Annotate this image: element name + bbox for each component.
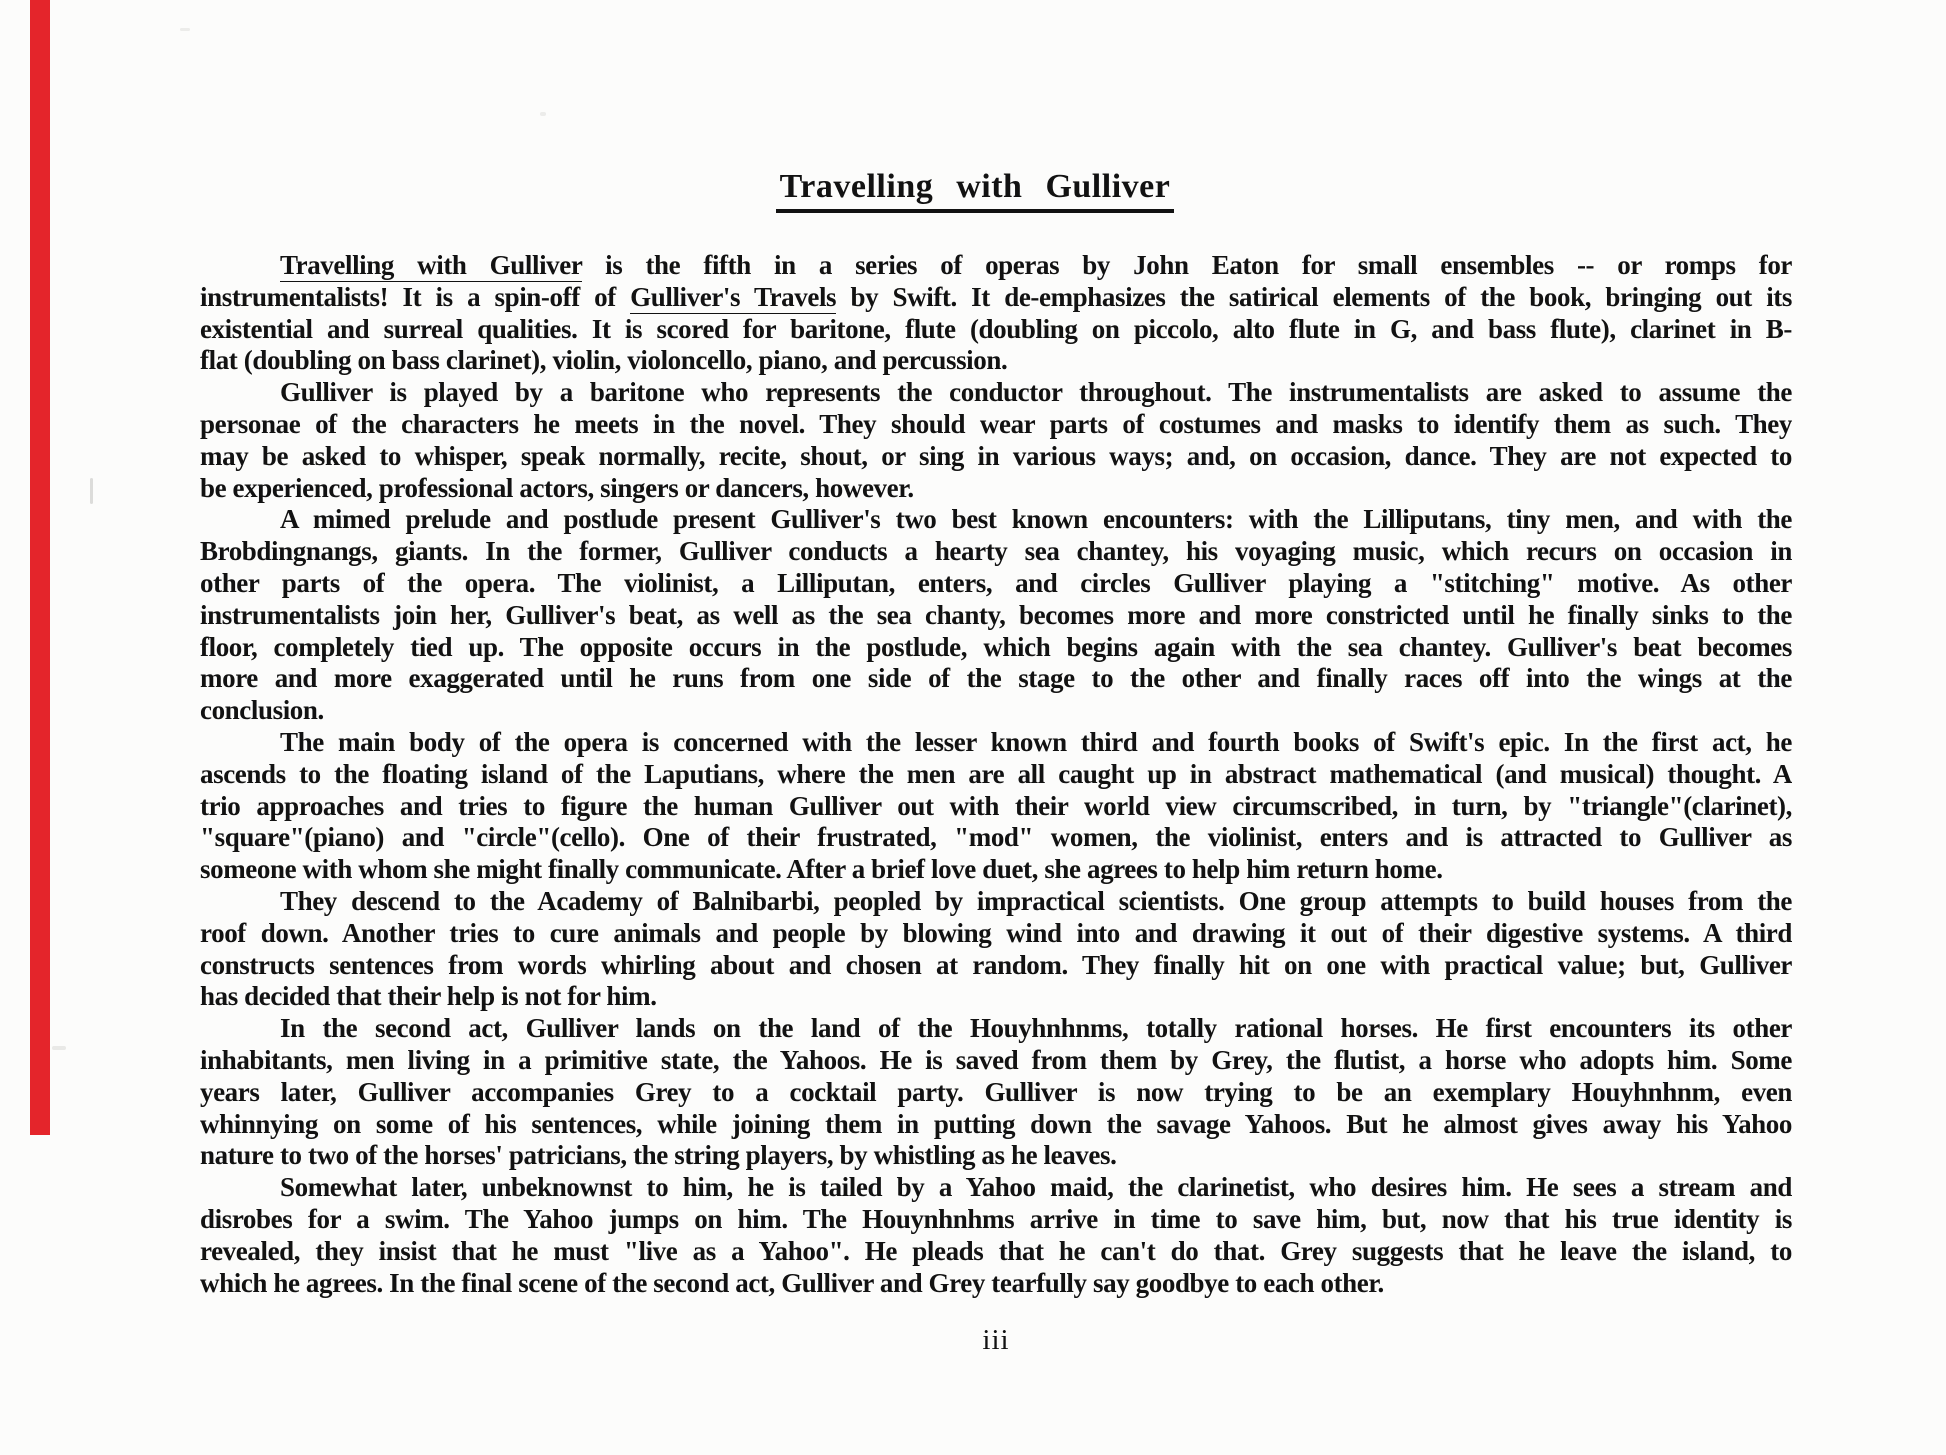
text-line: [200, 950, 1792, 982]
text-segment: whinnying on some of his sentences, while joining them in putting down the savage Yahoos. But he almost gives away his Yahoo: [200, 1108, 1792, 1139]
text-line: [200, 473, 1792, 505]
text-line: [200, 1204, 1792, 1236]
text-segment: more and more exaggerated until he runs from one side of the stage to the other and finally races off into the wings at the: [200, 663, 1792, 694]
text-segment: be experienced, professional actors, singers or dancers, however.: [200, 472, 914, 503]
text-line: [200, 377, 1792, 409]
text-segment: revealed, they insist that he must "live as a Yahoo". He pleads that he can't do that. Grey suggests that he leave the island, to: [200, 1235, 1792, 1266]
text-line: [200, 1013, 1792, 1045]
scan-smudge: [90, 478, 93, 504]
text-line: [200, 727, 1792, 759]
text-line: [200, 441, 1792, 473]
text-segment: Somewhat later, unbeknownst to him, he is tailed by a Yahoo maid, the clarinetist, who desires him. He sees a stream and: [280, 1172, 1792, 1203]
text-segment: instrumentalists! It is a spin-off of: [200, 281, 631, 312]
text-segment: Gulliver is played by a baritone who represents the conductor throughout. The instrumentalists are asked to assume the: [280, 377, 1792, 408]
text-segment: years later, Gulliver accompanies Grey to a cocktail party. Gulliver is now trying to be an exemplary Houyhnhnm, even: [200, 1076, 1792, 1107]
scan-smudge: [180, 28, 190, 31]
text-segment: conclusion.: [200, 695, 324, 726]
text-segment: ascends to the floating island of the Laputians, where the men are all caught up in abstract mathematical (and musical) thought. A: [200, 758, 1792, 789]
page-title-text: Travelling with Gulliver: [776, 168, 1175, 213]
scan-smudge: [52, 1046, 66, 1050]
text-line: [200, 1045, 1792, 1077]
text-segment: someone with whom she might finally communicate. After a brief love duet, she agrees to help him return home.: [200, 854, 1443, 885]
text-line: [200, 695, 1792, 727]
text-line: [200, 504, 1792, 536]
text-line: [200, 600, 1792, 632]
text-segment: roof down. Another tries to cure animals and people by blowing wind into and drawing it out of their digestive systems. A third: [200, 917, 1792, 948]
text-segment: The main body of the opera is concerned with the lesser known third and fourth books of Swift's epic. In the first act, he: [280, 726, 1792, 757]
text-segment: "square"(piano) and "circle"(cello). One of their frustrated, "mod" women, the violinist, enters and is attracted to Gulliver as: [200, 822, 1792, 853]
text-line: [200, 791, 1792, 823]
underlined-text: Gulliver's Travels: [630, 282, 836, 314]
page-number: iii: [982, 1324, 1010, 1356]
text-segment: constructs sentences from words whirling about and chosen at random. They finally hit on one with practical value; but, Gulliver: [200, 949, 1792, 980]
text-segment: disrobes for a swim. The Yahoo jumps on him. The Houynhnhms arrive in time to save him, but, now that his true identity is: [200, 1203, 1792, 1234]
text-segment: A mimed prelude and postlude present Gulliver's two best known encounters: with the Lilliputans, tiny men, and with the: [280, 504, 1792, 535]
underlined-text: Travelling with Gulliver: [280, 250, 582, 282]
text-line: [200, 918, 1792, 950]
text-line: [200, 886, 1792, 918]
body-text: [200, 250, 1792, 1299]
text-segment: is the fifth in a series of operas by John Eaton for small ensembles -- or romps for: [581, 250, 1792, 280]
text-line: [200, 536, 1792, 568]
text-line: [200, 759, 1792, 791]
text-line: [200, 981, 1792, 1013]
text-line: [200, 345, 1792, 377]
text-line: [200, 1109, 1792, 1141]
text-segment: personae of the characters he meets in the novel. They should wear parts of costumes and masks to identify them as such. They: [200, 408, 1792, 439]
text-segment: instrumentalists join her, Gulliver's beat, as well as the sea chanty, becomes more and more constricted until he finally sinks to the: [200, 599, 1792, 630]
text-line: [200, 854, 1792, 886]
text-segment: may be asked to whisper, speak normally, recite, shout, or sing in various ways; and, on occasion, dance. They are not expected to: [200, 440, 1792, 471]
text-segment: which he agrees. In the final scene of the second act, Gulliver and Grey tearfully say goodbye to each other.: [200, 1267, 1384, 1298]
text-segment: inhabitants, men living in a primitive state, the Yahoos. He is saved from them by Grey, the flutist, a horse who adopts him. Some: [200, 1044, 1792, 1075]
text-segment: has decided that their help is not for him.: [200, 981, 657, 1012]
text-line: [200, 409, 1792, 441]
text-line: [200, 1140, 1792, 1172]
book-edge-red-stripe: [30, 0, 50, 1135]
text-segment: They descend to the Academy of Balnibarbi, peopled by impractical scientists. One group attempts to build houses from the: [280, 885, 1792, 916]
text-segment: In the second act, Gulliver lands on the land of the Houyhnhnms, totally rational horses. He first encounters its other: [280, 1013, 1792, 1044]
text-segment: by Swift. It de-emphasizes the satirical elements of the book, bringing out its: [836, 281, 1792, 312]
text-line: [200, 282, 1792, 314]
text-segment: nature to two of the horses' patricians, the string players, by whistling as he leaves.: [200, 1140, 1117, 1171]
text-line: [200, 250, 1792, 282]
text-segment: other parts of the opera. The violinist, a Lilliputan, enters, and circles Gulliver playing a "stitching" motive. As other: [200, 567, 1792, 598]
page-title: [200, 168, 1792, 213]
text-line: [200, 1236, 1792, 1268]
text-line: [200, 1172, 1792, 1204]
text-line: [200, 314, 1792, 346]
text-segment: flat (doubling on bass clarinet), violin, violoncello, piano, and percussion.: [200, 345, 1008, 376]
text-segment: floor, completely tied up. The opposite occurs in the postlude, which begins again with the sea chantey. Gulliver's beat becomes: [200, 631, 1792, 662]
text-line: [200, 663, 1792, 695]
scan-smudge: [540, 112, 546, 116]
text-line: [200, 822, 1792, 854]
text-segment: Brobdingnangs, giants. In the former, Gulliver conducts a hearty sea chantey, his voyaging music, which recurs on occasion in: [200, 536, 1792, 567]
text-segment: trio approaches and tries to figure the human Gulliver out with their world view circumscribed, in turn, by "triangle"(clarinet),: [200, 790, 1792, 821]
text-line: [200, 632, 1792, 664]
text-segment: existential and surreal qualities. It is scored for baritone, flute (doubling on piccolo, alto flute in G, and bass flute), clarinet in B-: [200, 313, 1792, 344]
text-line: [200, 1077, 1792, 1109]
text-line: [200, 568, 1792, 600]
text-line: [200, 1268, 1792, 1300]
